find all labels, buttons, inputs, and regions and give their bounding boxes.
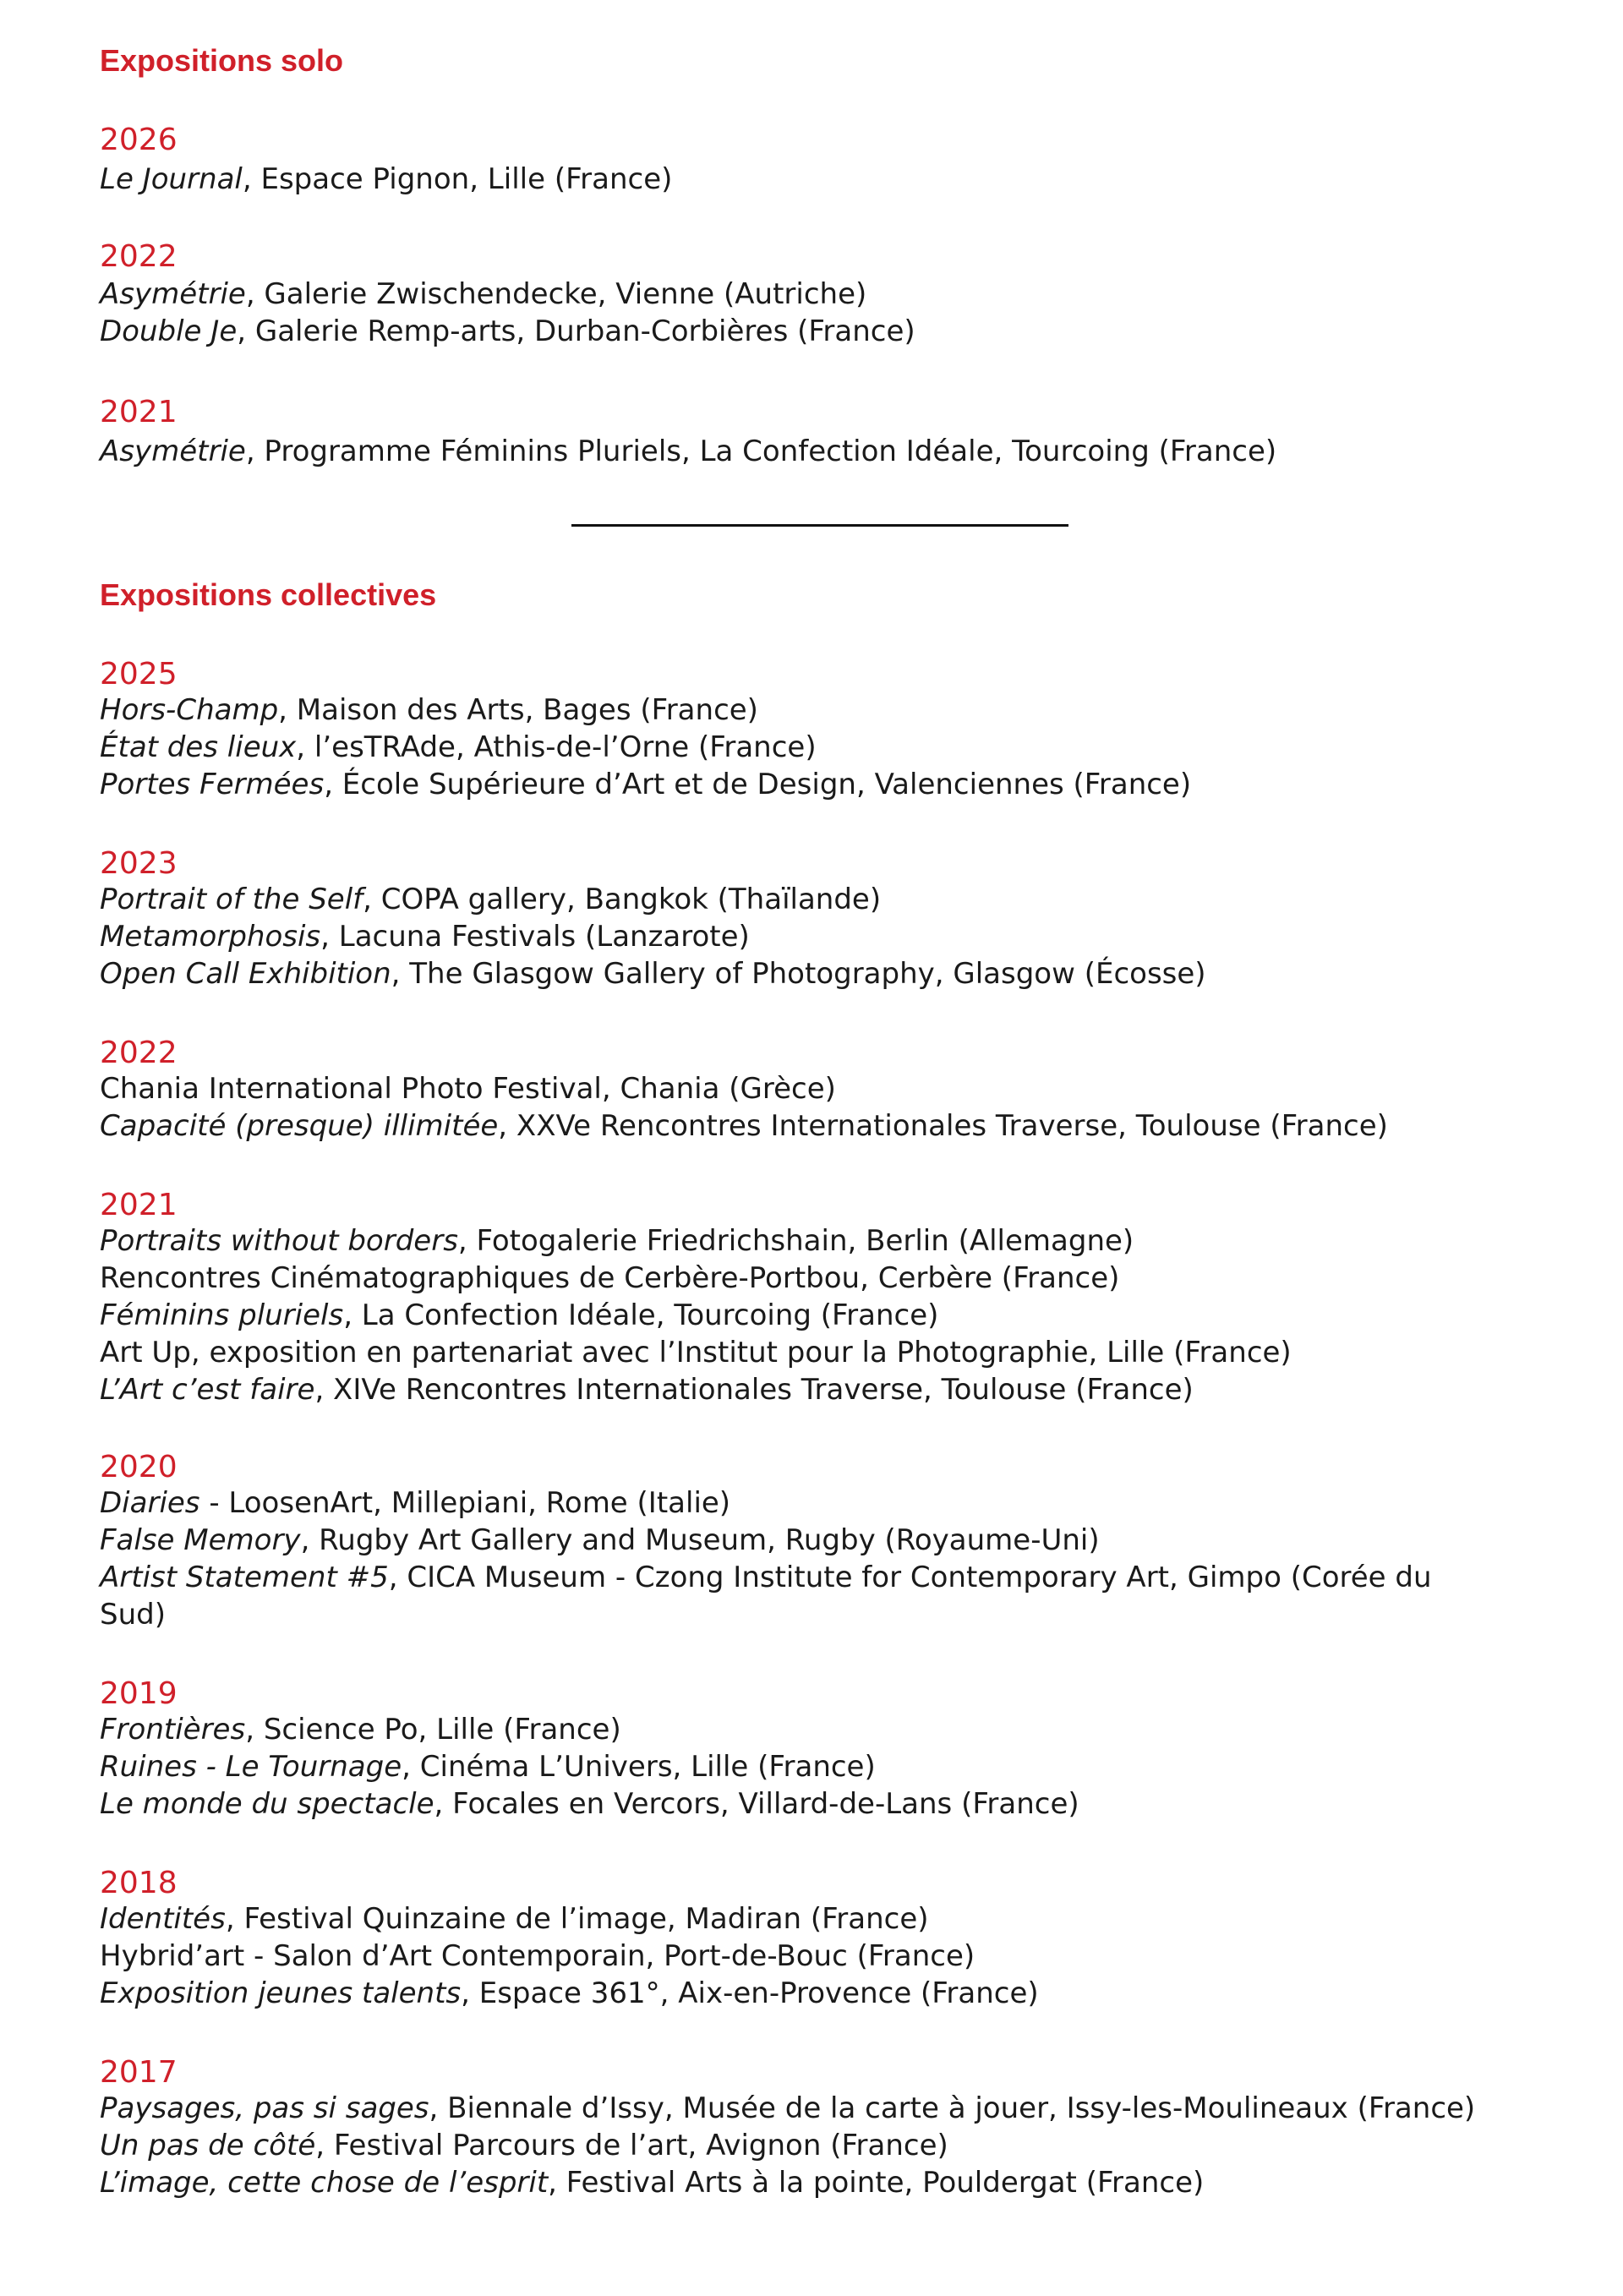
entry-detail: , Espace Pignon, Lille (France) [242, 162, 673, 196]
entry-line [100, 1107, 1388, 1145]
entry-line [100, 2090, 1475, 2127]
entry-line [100, 766, 1191, 803]
year-heading: 2017 [100, 2055, 178, 2090]
entry-detail: , CICA Museum - Czong Institute for Contemporary Art, Gimpo (Corée du Sud) [100, 1561, 1432, 1632]
entry-line [100, 1938, 1039, 1975]
entry-detail: , Cinéma L’Univers, Lille (France) [402, 1750, 876, 1784]
year-heading: 2022 [100, 239, 178, 274]
entry-title: Portraits without borders [100, 1224, 458, 1258]
year-heading: 2023 [100, 846, 178, 881]
year-group [100, 125, 178, 156]
entry-detail: , Galerie Zwischendecke, Vienne (Autriche) [245, 277, 867, 311]
entry-line [100, 161, 672, 198]
entry-title: Hors-Champ [100, 693, 279, 727]
entry-title: État des lieux [100, 730, 297, 764]
entry-detail: , Maison des Arts, Bages (France) [278, 693, 758, 727]
entry-title: Le Journal [100, 162, 243, 196]
entry-list [100, 161, 672, 198]
entry-detail: , Biennale d’Issy, Musée de la carte à jouer, Issy-les-Moulineaux (France) [429, 2091, 1476, 2125]
entry-line [100, 1748, 1079, 1785]
entry-title: Capacité (presque) illimitée [100, 1109, 499, 1143]
entry-line [100, 881, 1206, 918]
entry-list [100, 881, 1206, 992]
entry-list [100, 1711, 1079, 1823]
entry-title: Double Je [100, 314, 238, 348]
entry-list [100, 276, 915, 350]
entry-line [100, 313, 915, 350]
entry-line [100, 2164, 1475, 2201]
entry-list [100, 433, 1276, 470]
entry-detail: , École Supérieure d’Art et de Design, Valenciennes (France) [324, 768, 1192, 801]
entry-detail: - LoosenArt, Millepiani, Rome (Italie) [199, 1486, 731, 1520]
year-group [100, 1038, 178, 1069]
year-heading: 2022 [100, 1036, 178, 1070]
entry-title: Paysages, pas si sages [100, 2091, 429, 2125]
year-group [100, 846, 178, 881]
section-title-collective: Expositions collectives [100, 577, 437, 612]
section-divider [571, 524, 1068, 527]
entry-list [100, 692, 1191, 803]
entry-line [100, 1334, 1292, 1371]
entry-detail: , Festival Quinzaine de l’image, Madiran (France) [225, 1902, 929, 1936]
entry-title: Artist Statement #5 [100, 1561, 389, 1594]
entry-title: Metamorphosis [100, 920, 321, 954]
entry-list [100, 1222, 1292, 1408]
entry-detail: , Festival Arts à la pointe, Pouldergat (France) [548, 2166, 1205, 2200]
year-heading: 2021 [100, 395, 178, 429]
entry-line [100, 1711, 1079, 1748]
entry-detail: , Science Po, Lille (France) [245, 1713, 621, 1747]
entry-line [100, 692, 1191, 729]
entry-line [100, 2127, 1475, 2164]
entry-detail: Art Up, exposition en partenariat avec l’Institut pour la Photographie, Lille (France) [100, 1336, 1292, 1369]
entry-detail: Chania International Photo Festival, Chania (Grèce) [100, 1072, 836, 1106]
entry-list [100, 2090, 1475, 2201]
entry-detail: , Rugby Art Gallery and Museum, Rugby (Royaume-Uni) [300, 1523, 1100, 1557]
year-group [100, 239, 178, 274]
year-heading: 2026 [100, 123, 178, 157]
entry-detail: , Festival Parcours de l’art, Avignon (France) [315, 2129, 948, 2162]
entry-title: Portrait of the Self [100, 883, 363, 916]
year-heading: 2025 [100, 657, 178, 692]
entry-title: Le monde du spectacle [100, 1787, 434, 1821]
entry-title: Asymétrie [100, 435, 246, 468]
entry-title: L’image, cette chose de l’esprit [100, 2166, 549, 2200]
entry-title: Diaries [100, 1486, 200, 1520]
entry-detail: , COPA gallery, Bangkok (Thaïlande) [363, 883, 882, 916]
entry-line [100, 729, 1191, 766]
entry-line [100, 1371, 1292, 1408]
entry-detail: , Galerie Remp-arts, Durban-Corbières (France) [237, 314, 915, 348]
entry-line [100, 918, 1206, 955]
entry-detail: Rencontres Cinématographiques de Cerbère-Portbou, Cerbère (France) [100, 1261, 1120, 1295]
entry-line [100, 1559, 1503, 1633]
entry-line [100, 433, 1276, 470]
entry-title: Identités [100, 1902, 226, 1936]
entry-title: Frontières [100, 1713, 246, 1747]
year-group [100, 2055, 178, 2090]
entry-line [100, 1522, 1503, 1559]
entry-detail: , XXVe Rencontres Internationales Traverse, Toulouse (France) [498, 1109, 1388, 1143]
entry-list [100, 1900, 1039, 2012]
year-group [100, 659, 178, 690]
entry-title: Exposition jeunes talents [100, 1976, 462, 2010]
entry-line [100, 1484, 1503, 1522]
entry-line [100, 1260, 1292, 1297]
entry-detail: , The Glasgow Gallery of Photography, Glasgow (Écosse) [391, 957, 1206, 991]
entry-title: Open Call Exhibition [100, 957, 391, 991]
entry-detail: , Fotogalerie Friedrichshain, Berlin (Allemagne) [457, 1224, 1134, 1258]
entry-title: L’Art c’est faire [100, 1373, 315, 1407]
year-heading: 2021 [100, 1188, 178, 1222]
entry-title: Ruines - Le Tournage [100, 1750, 402, 1784]
entry-line [100, 1297, 1292, 1334]
year-group [100, 397, 178, 428]
section-title-solo: Expositions solo [100, 43, 344, 78]
entry-line [100, 276, 915, 313]
entry-title: Asymétrie [100, 277, 246, 311]
entry-detail: , La Confection Idéale, Tourcoing (France) [343, 1298, 939, 1332]
entry-list [100, 1484, 1503, 1633]
entry-line [100, 1900, 1039, 1938]
entry-title: Un pas de côté [100, 2129, 316, 2162]
entry-line [100, 1975, 1039, 2012]
entry-title: Féminins pluriels [100, 1298, 344, 1332]
entry-line [100, 1222, 1292, 1260]
entry-detail: Hybrid’art - Salon d’Art Contemporain, Port-de-Bouc (France) [100, 1939, 975, 1973]
entry-detail: , Espace 361°, Aix-en-Provence (France) [461, 1976, 1039, 2010]
entry-line [100, 1070, 1388, 1107]
entry-list [100, 1070, 1388, 1145]
year-heading: 2020 [100, 1450, 178, 1484]
entry-detail: , l’esTRAde, Athis-de-l’Orne (France) [296, 730, 817, 764]
entry-detail: , Focales en Vercors, Villard-de-Lans (France) [434, 1787, 1079, 1821]
year-group [100, 1676, 178, 1711]
year-heading: 2018 [100, 1866, 178, 1900]
entry-line [100, 955, 1206, 992]
year-heading: 2019 [100, 1676, 178, 1711]
entry-detail: , XIVe Rencontres Internationales Traverse, Toulouse (France) [314, 1373, 1194, 1407]
entry-line [100, 1785, 1079, 1823]
year-group [100, 1452, 178, 1483]
entry-detail: , Lacuna Festivals (Lanzarote) [320, 920, 750, 954]
entry-title: False Memory [100, 1523, 301, 1557]
year-group [100, 1190, 178, 1221]
year-group [100, 1868, 178, 1899]
entry-title: Portes Fermées [100, 768, 325, 801]
entry-detail: , Programme Féminins Pluriels, La Confection Idéale, Tourcoing (France) [245, 435, 1277, 468]
